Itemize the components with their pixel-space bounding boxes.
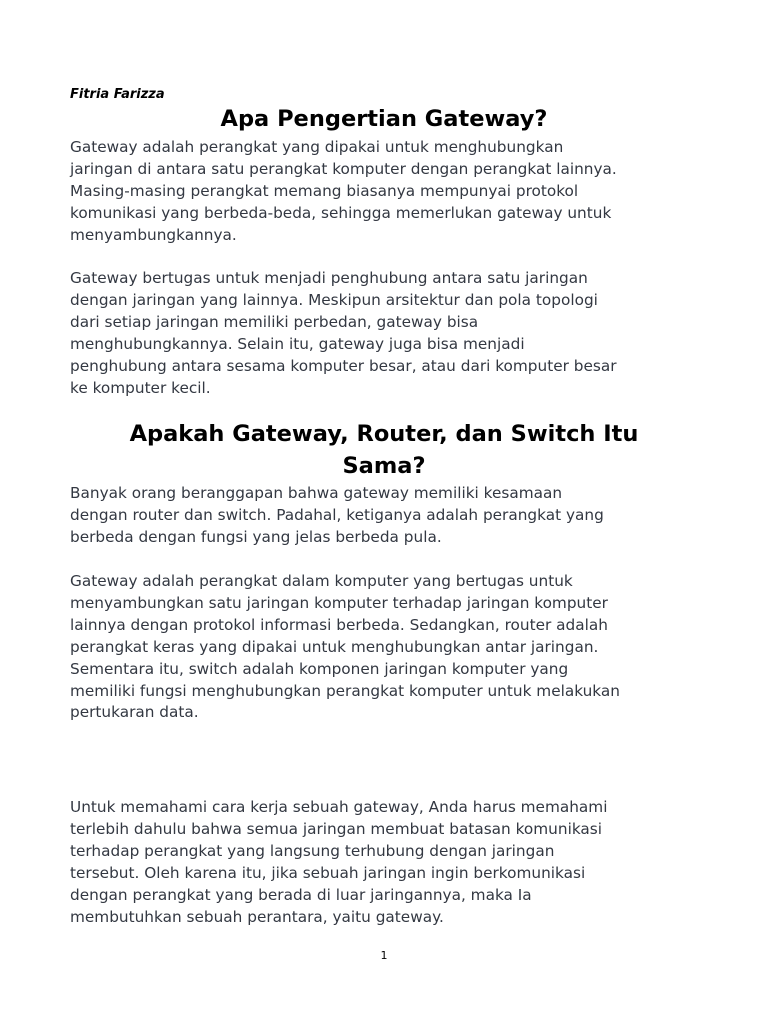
text-line: Gateway bertugas untuk menjadi penghubung antara satu jaringan: [70, 269, 588, 287]
paragraph-common-assumption: [70, 483, 700, 549]
text-line: Masing-masing perangkat memang biasanya mempunyai protokol: [70, 181, 579, 200]
paragraph-device-differences: [70, 571, 700, 724]
text-line: jaringan di antara satu perangkat komputer dengan perangkat lainnya.: [70, 159, 617, 178]
text-line: komunikasi yang berbeda-beda, sehingga memerlukan gateway untuk: [70, 203, 612, 222]
text-line: Banyak orang beranggapan bahwa gateway memiliki kesamaan: [70, 484, 563, 502]
page-number: 1: [380, 949, 388, 962]
text-line: dengan perangkat yang berada di luar jaringannya, maka Ia: [70, 885, 532, 904]
author-name: Fitria Farizza: [70, 87, 165, 102]
text-line: penghubung antara sesama komputer besar, atau dari komputer besar: [70, 356, 617, 375]
text-line: ke komputer kecil.: [70, 378, 211, 397]
text-line: Untuk memahami cara kerja sebuah gateway, Anda harus memahami: [70, 798, 608, 816]
text-line: dengan jaringan yang lainnya. Meskipun arsitektur dan pola topologi: [70, 290, 598, 309]
text-line: terlebih dahulu bahwa semua jaringan membuat batasan komunikasi: [70, 819, 602, 838]
text-line: pertukaran data.: [70, 703, 199, 722]
text-line: Gateway adalah perangkat dalam komputer yang bertugas untuk: [70, 572, 573, 590]
text-line: menyambungkannya.: [70, 225, 237, 244]
paragraph-gateway-role: [70, 268, 700, 399]
text-line: tersebut. Oleh karena itu, jika sebuah jaringan ingin berkomunikasi: [70, 863, 586, 882]
heading-line: Apa Pengertian Gateway?: [220, 106, 548, 132]
text-line: perangkat keras yang dipakai untuk menghubungkan antar jaringan.: [70, 637, 599, 656]
text-line: Sementara itu, switch adalah komponen jaringan komputer yang: [70, 659, 569, 678]
text-line: berbeda dengan fungsi yang jelas berbeda pula.: [70, 527, 442, 546]
text-line: Gateway adalah perangkat yang dipakai untuk menghubungkan: [70, 138, 564, 156]
heading-line: Apakah Gateway, Router, dan Switch Itu: [129, 421, 639, 447]
text-line: dari setiap jaringan memiliki perbedan, gateway bisa: [70, 312, 479, 331]
text-line: lainnya dengan protokol informasi berbeda. Sedangkan, router adalah: [70, 615, 608, 634]
paragraph-how-gateway-works: [70, 797, 700, 928]
text-line: terhadap perangkat yang langsung terhubung dengan jaringan: [70, 841, 555, 860]
paragraph-gateway-definition: [70, 137, 700, 247]
section-heading-gateway-definition: [70, 103, 698, 135]
text-line: membutuhkan sebuah perantara, yaitu gateway.: [70, 907, 444, 926]
text-line: menghubungkannya. Selain itu, gateway juga bisa menjadi: [70, 334, 525, 353]
text-line: memiliki fungsi menghubungkan perangkat komputer untuk melakukan: [70, 681, 620, 700]
text-line: menyambungkan satu jaringan komputer terhadap jaringan komputer: [70, 593, 608, 612]
text-line: dengan router dan switch. Padahal, ketiganya adalah perangkat yang: [70, 505, 604, 524]
heading-line: Sama?: [342, 453, 426, 479]
section-heading-gateway-router-switch: [70, 418, 698, 482]
